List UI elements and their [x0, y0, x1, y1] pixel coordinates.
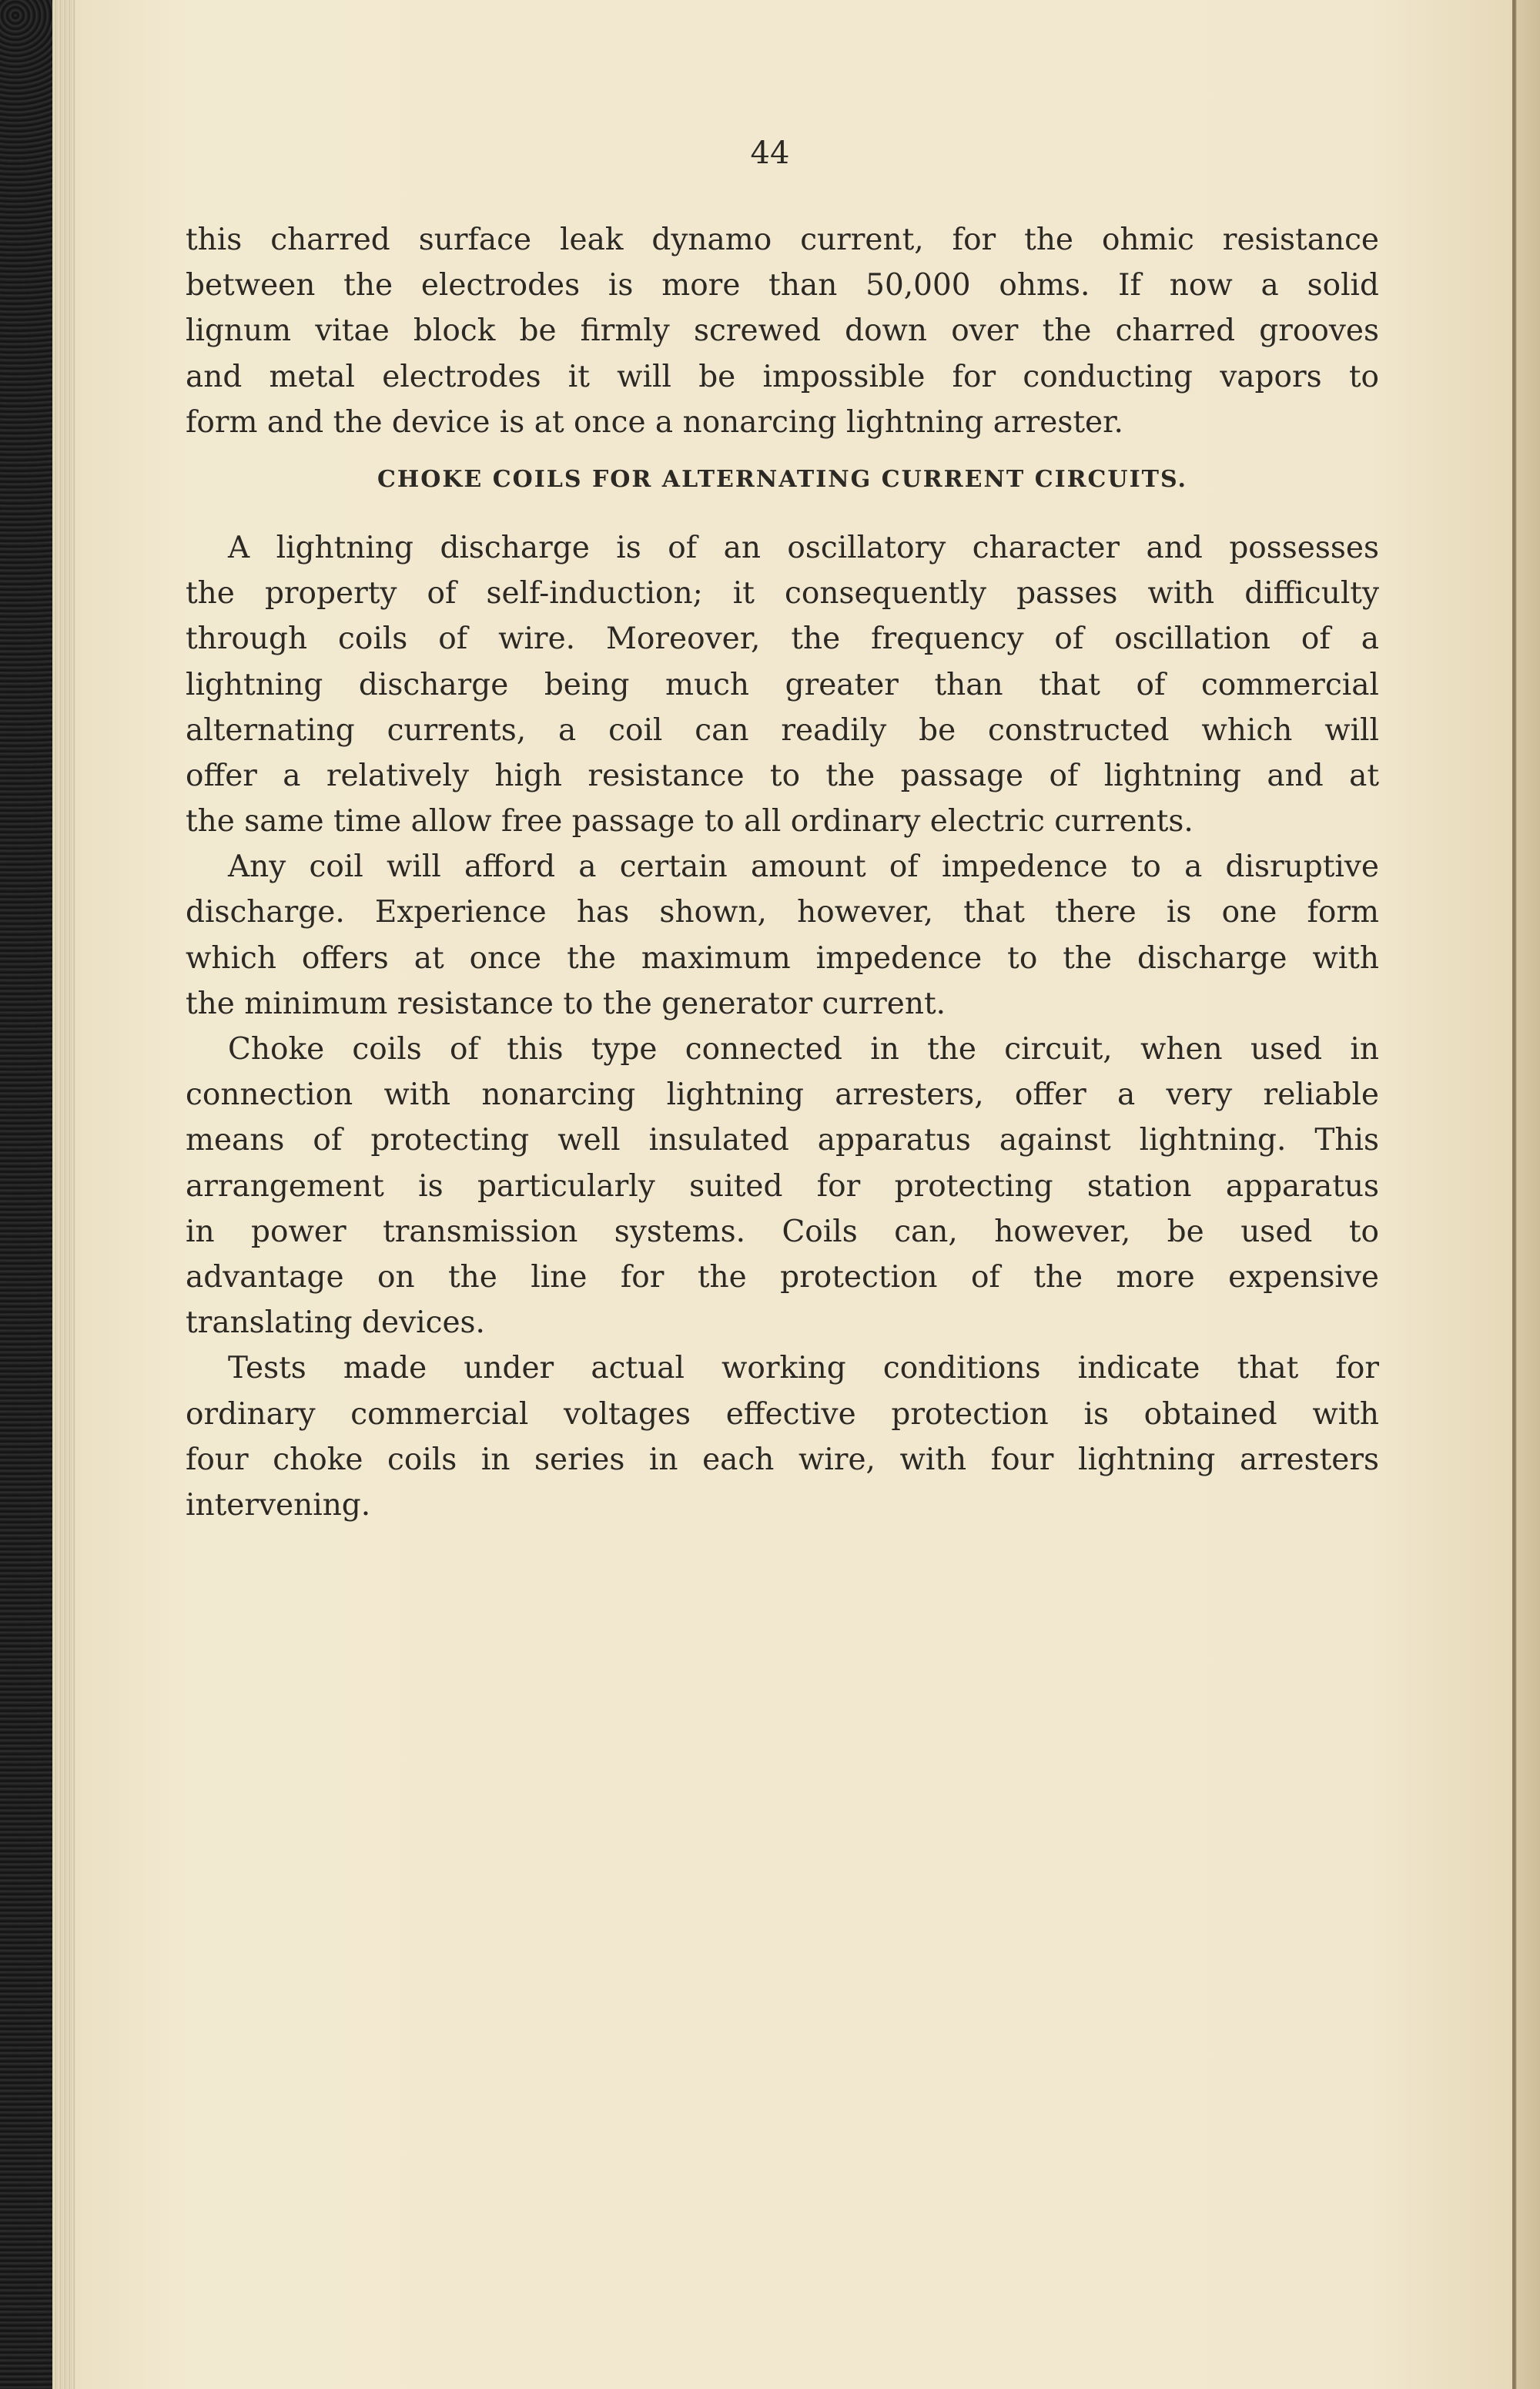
text-line: translating devices.: [186, 1305, 485, 1341]
text-line: Choke coils of this type connected in the circuit, when used in: [228, 1032, 1379, 1067]
book-binding: [0, 0, 52, 2389]
text-line: Tests made under actual working conditions indicate that for: [228, 1351, 1379, 1386]
intro-paragraph: [186, 217, 1379, 445]
text-line: four choke coils in series in each wire, with four lightning arresters: [186, 1442, 1379, 1477]
text-line: discharge. Experience has shown, however, that there is one form: [186, 895, 1379, 930]
text-line: lignum vitae block be firmly screwed down over the charred grooves: [186, 313, 1379, 349]
text-line: advantage on the line for the protection of the more expensive: [186, 1259, 1379, 1295]
text-line: which offers at once the maximum impedence to the discharge with: [186, 940, 1379, 976]
text-line: offer a relatively high resistance to the passage of lightning and at: [186, 758, 1379, 793]
paragraph: [186, 525, 1379, 844]
section-paragraphs: [186, 525, 1379, 1528]
text-line: lightning discharge being much greater than that of commercial: [186, 667, 1379, 702]
text-line: the minimum resistance to the generator current.: [186, 986, 946, 1021]
section-heading: CHOKE COILS FOR ALTERNATING CURRENT CIRCUITS.: [377, 465, 1187, 493]
text-line: A lightning discharge is of an oscillatory character and possesses: [228, 530, 1379, 565]
page-edges: [52, 0, 75, 2389]
text-line: the property of self-induction; it consequently passes with difficulty: [186, 576, 1379, 611]
text-line: the same time allow free passage to all ordinary electric currents.: [186, 804, 1194, 839]
text-line: in power transmission systems. Coils can, however, be used to: [186, 1214, 1379, 1249]
text-line: Any coil will afford a certain amount of impedence to a disruptive: [228, 849, 1379, 885]
text-line: connection with nonarcing lightning arresters, offer a very reliable: [186, 1077, 1379, 1113]
text-line: form and the device is at once a nonarcing lightning arrester.: [186, 404, 1123, 440]
text-line: this charred surface leak dynamo current, for the ohmic resistance: [186, 223, 1379, 257]
next-page-edge: [1512, 0, 1540, 2389]
text-line: intervening.: [186, 1487, 371, 1523]
text-line: means of protecting well insulated apparatus against lightning. This: [186, 1123, 1379, 1158]
text-line: through coils of wire. Moreover, the frequency of oscillation of a: [186, 622, 1379, 657]
paragraph: [186, 1345, 1379, 1528]
text-line: and metal electrodes it will be impossible for conducting vapors to: [186, 359, 1379, 394]
text-line: between the electrodes is more than 50,000 ohms. If now a solid: [186, 268, 1379, 303]
text-line: alternating currents, a coil can readily be constructed which will: [186, 712, 1379, 748]
text-line: arrangement is particularly suited for protecting station apparatus: [186, 1168, 1379, 1204]
paragraph: [186, 1027, 1379, 1345]
paragraph: [186, 844, 1379, 1027]
text-line: ordinary commercial voltages effective protection is obtained with: [186, 1396, 1379, 1432]
page-body: [186, 217, 1379, 1528]
page-number: 44: [750, 136, 790, 171]
